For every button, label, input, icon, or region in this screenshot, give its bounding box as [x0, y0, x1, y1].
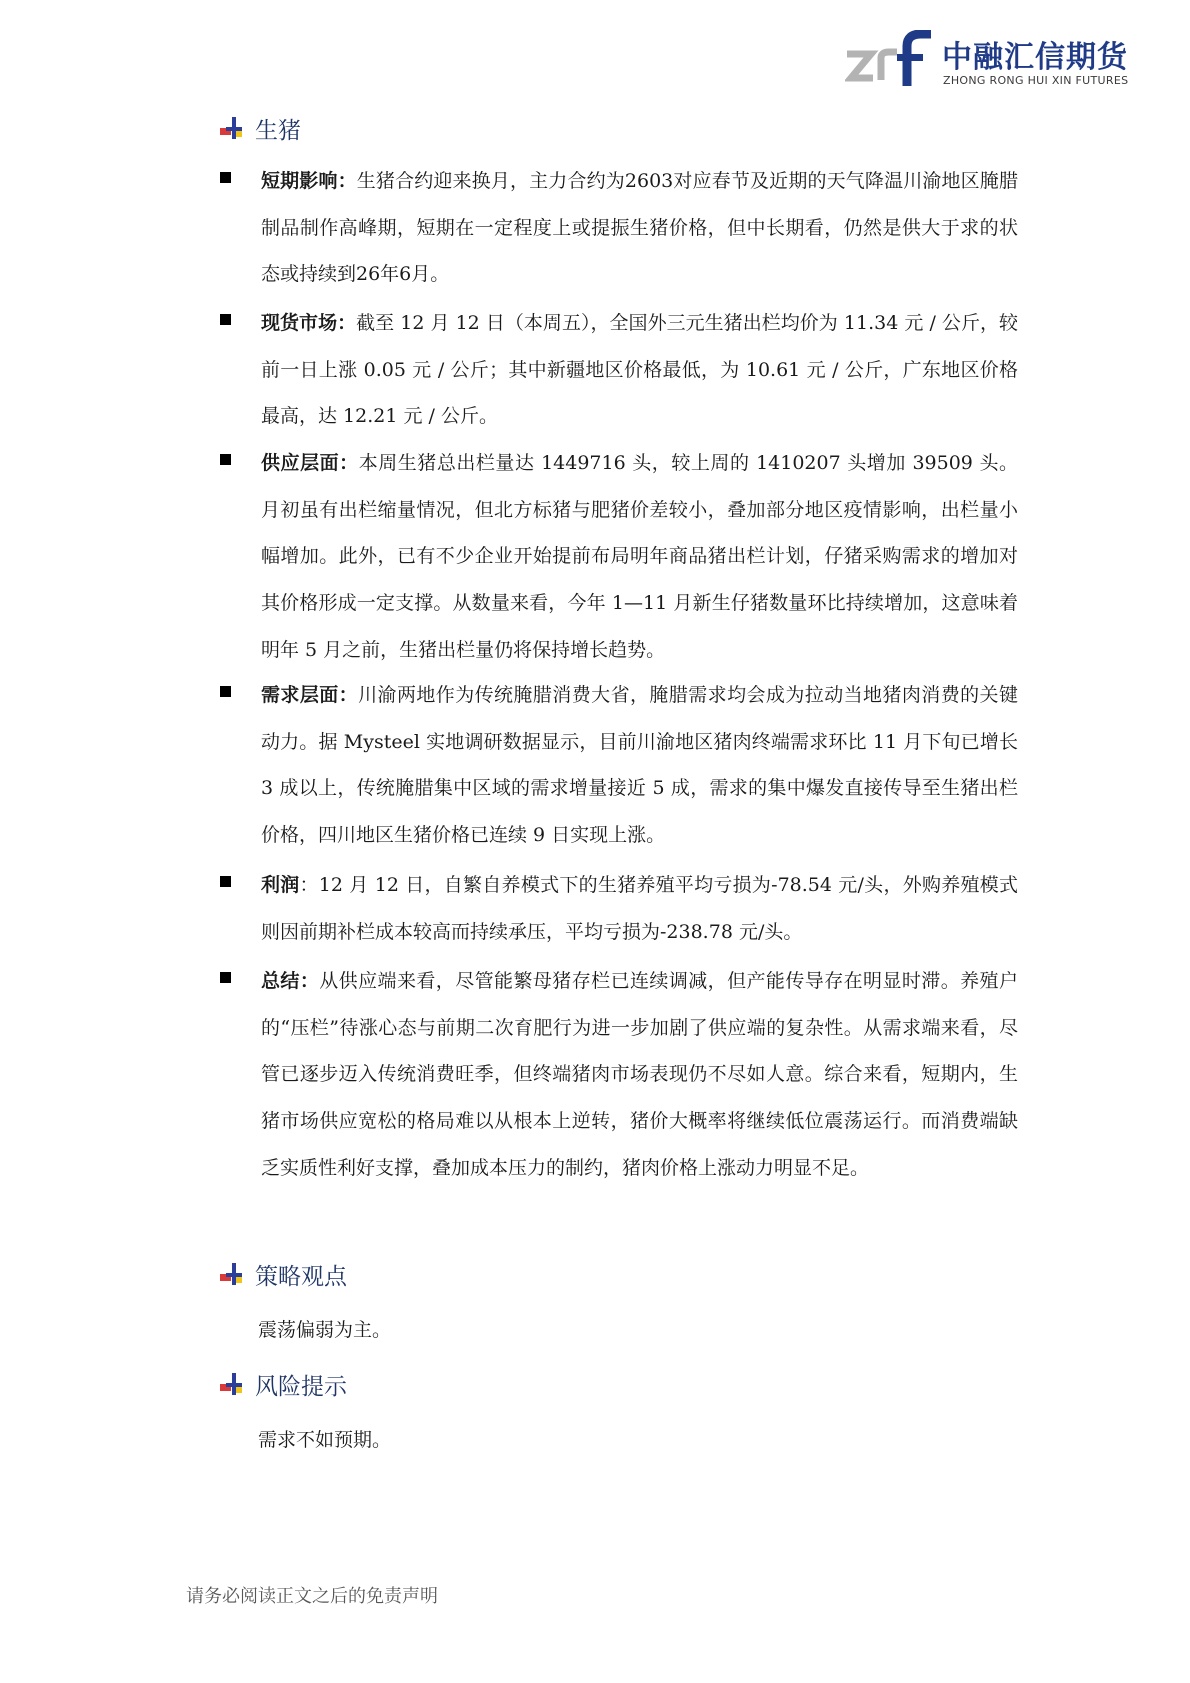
strategy-text: 震荡偏弱为主。: [258, 1319, 392, 1341]
section-heading-risk: [218, 1366, 347, 1402]
bullet-paragraph: [261, 158, 1018, 298]
section-marker-icon: [218, 115, 244, 141]
disclaimer-notice: 请务必阅读正文之后的免责声明: [186, 1586, 438, 1607]
section-title: 风险提示: [255, 1373, 347, 1400]
bullet-paragraph: [261, 672, 1018, 859]
company-logo: [845, 30, 1129, 92]
bullet-text: 本周生猪总出栏量达 1449716 头，较上周的 1410207 头增加 39509 头。月初虽有出栏缩量情况，但北方标猪与肥猪价差较小，叠加部分地区疫情影响，出栏量小幅增加。此外，已有不少企业开始提前布局明年商品猪出栏计划，仔猪采购需求的增加对其价格形成一定支撑。从数量来看，今年 1—11 月新生仔猪数量环比持续增加，这意味着明年 5 月之前，生猪出栏量仍将保持增长趋势。: [261, 452, 1018, 661]
section-marker-icon: [218, 1261, 244, 1287]
bullet-text: 从供应端来看，尽管能繁母猪存栏已连续调减，但产能传导存在明显时滞。养殖户的“压栏”待涨心态与前期二次育肥行为进一步加剧了供应端的复杂性。从需求端来看，尽管已逐步迈入传统消费旺季，但终端猪肉市场表现仍不尽如人意。综合来看，短期内，生猪市场供应宽松的格局难以从根本上逆转，猪价大概率将继续低位震荡运行。而消费端缺乏实质性利好支撑，叠加成本压力的制约，猪肉价格上涨动力明显不足。: [261, 970, 1018, 1179]
bullet-item-short-term: [218, 158, 1018, 298]
bullet-label: 总结：: [261, 970, 320, 992]
bullet-item-summary: [218, 958, 1018, 1192]
section-title: 生猪: [255, 117, 301, 144]
bullet-text: 川渝两地作为传统腌腊消费大省，腌腊需求均会成为拉动当地猪肉消费的关键动力。据 Mysteel 实地调研数据显示，目前川渝地区猪肉终端需求环比 11 月下旬已增长 3 成以上，传统腌腊集中区域的需求增量接近 5 成，需求的集中爆发直接传导至生猪出栏价格，四川地区生猪价格已连续 9 日实现上涨。: [261, 684, 1018, 847]
brand-name-cn: 中融汇信期货: [942, 40, 1128, 75]
square-bullet-icon: [220, 454, 231, 465]
bullet-paragraph: [261, 440, 1018, 674]
square-bullet-icon: [220, 876, 231, 887]
section-marker-icon: [218, 1371, 244, 1397]
bullet-label: 供应层面：: [261, 452, 359, 474]
square-bullet-icon: [220, 172, 231, 183]
zrf-logo-icon: [845, 30, 937, 92]
bullet-label: 短期影响：: [261, 170, 357, 192]
bullet-item-spot-market: [218, 300, 1018, 440]
bullet-item-profit: [218, 862, 1018, 955]
section-heading-strategy: [218, 1256, 347, 1292]
bullet-text: 截至 12 月 12 日（本周五），全国外三元生猪出栏均价为 11.34 元 / 公斤，较前一日上涨 0.05 元 / 公斤；其中新疆地区价格最低，为 10.61 元 / 公斤，广东地区价格最高，达 12.21 元 / 公斤。: [261, 312, 1018, 428]
brand-name-en: ZHONG RONG HUI XIN FUTURES: [943, 74, 1129, 87]
bullet-label: 需求层面：: [261, 684, 359, 706]
bullet-label: 利润: [261, 874, 300, 896]
section-title: 策略观点: [255, 1263, 347, 1290]
bullet-paragraph: [261, 300, 1018, 440]
bullet-item-supply: [218, 440, 1018, 674]
bullet-paragraph: [261, 958, 1018, 1192]
risk-text: 需求不如预期。: [258, 1429, 392, 1451]
square-bullet-icon: [220, 686, 231, 697]
bullet-text: ：12 月 12 日，自繁自养模式下的生猪养殖平均亏损为-78.54 元/头，外购养殖模式则因前期补栏成本较高而持续承压，平均亏损为-238.78 元/头。: [261, 874, 1018, 943]
section-heading-pig: [218, 110, 301, 146]
bullet-label: 现货市场：: [261, 312, 357, 334]
bullet-item-demand: [218, 672, 1018, 859]
bullet-paragraph: [261, 862, 1018, 955]
square-bullet-icon: [220, 314, 231, 325]
square-bullet-icon: [220, 972, 231, 983]
bullet-text: 生猪合约迎来换月，主力合约为2603对应春节及近期的天气降温川渝地区腌腊制品制作高峰期，短期在一定程度上或提振生猪价格，但中长期看，仍然是供大于求的状态或持续到26年6月。: [261, 170, 1018, 286]
